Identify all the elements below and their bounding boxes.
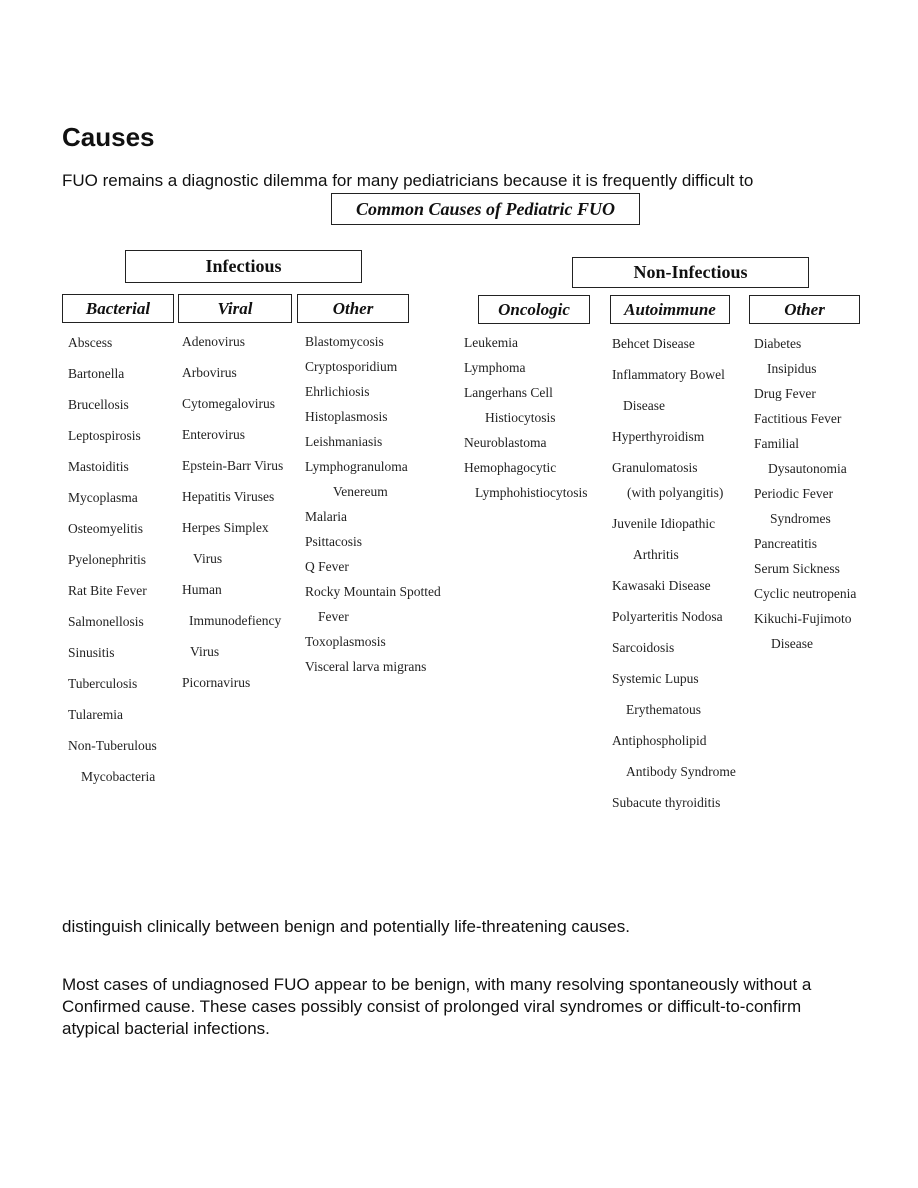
list-item: Dysautonomia	[768, 461, 847, 476]
list-item: Mycoplasma	[68, 490, 138, 505]
list-item: Human	[182, 582, 222, 597]
list-item: Systemic Lupus	[612, 671, 699, 686]
list-item: Periodic Fever	[754, 486, 834, 501]
list-item: Disease	[623, 398, 665, 413]
list-item: Serum Sickness	[754, 561, 840, 576]
list-item: Osteomyelitis	[68, 521, 143, 536]
list-item: Sarcoidosis	[612, 640, 675, 655]
list-item: Lymphohistiocytosis	[475, 485, 588, 500]
list-item: Brucellosis	[68, 397, 129, 412]
list-item: Visceral larva migrans	[305, 659, 427, 674]
list-item: Factitious Fever	[754, 411, 842, 426]
list-item: Diabetes	[754, 336, 802, 351]
list-item: Kawasaki Disease	[612, 578, 711, 593]
list-item: Mycobacteria	[81, 769, 156, 784]
list-item: Pancreatitis	[754, 536, 817, 551]
column-header-oncologic: Oncologic	[478, 295, 590, 324]
list-item: Hemophagocytic	[464, 460, 557, 475]
column-header-autoimmune: Autoimmune	[610, 295, 730, 324]
list-item: Virus	[193, 551, 223, 566]
list-item: Toxoplasmosis	[305, 634, 386, 649]
list-item: Antibody Syndrome	[626, 764, 736, 779]
list-item: Subacute thyroiditis	[612, 795, 721, 810]
list-item: Ehrlichiosis	[305, 384, 370, 399]
list-item: Cytomegalovirus	[182, 396, 275, 411]
list-item: Enterovirus	[182, 427, 245, 442]
list-item: Polyarteritis Nodosa	[612, 609, 723, 624]
list-item: (with polyangitis)	[627, 485, 724, 500]
list-item: Mastoiditis	[68, 459, 129, 474]
list-item: Cyclic neutropenia	[754, 586, 857, 601]
list-item: Herpes Simplex	[182, 520, 269, 535]
list-item: Fever	[318, 609, 349, 624]
list-item: Erythematous	[626, 702, 701, 717]
group-non-infectious-header: Non-Infectious	[572, 257, 809, 288]
list-item: Tuberculosis	[68, 676, 138, 691]
list-item: Salmonellosis	[68, 614, 144, 629]
list-item: Antiphospholipid	[612, 733, 707, 748]
list-item: Immunodefiency	[189, 613, 282, 628]
list-item: Lymphogranuloma	[305, 459, 408, 474]
column-header-viral: Viral	[178, 294, 292, 323]
column-header-other-noninfectious: Other	[749, 295, 860, 324]
list-item: Q Fever	[305, 559, 349, 574]
list-item: Drug Fever	[754, 386, 816, 401]
list-item: Disease	[771, 636, 813, 651]
list-item: Sinusitis	[68, 645, 115, 660]
group-infectious-header: Infectious	[125, 250, 362, 283]
list-item: Adenovirus	[182, 334, 245, 349]
list-item: Behcet Disease	[612, 336, 695, 351]
list-item: Psittacosis	[305, 534, 363, 549]
figure-title: Common Causes of Pediatric FUO	[331, 193, 640, 225]
list-item: Bartonella	[68, 366, 125, 381]
list-item: Kikuchi-Fujimoto	[754, 611, 852, 626]
list-item: Hepatitis Viruses	[182, 489, 275, 504]
list-item: Venereum	[333, 484, 388, 499]
list-item: Syndromes	[770, 511, 831, 526]
list-item: Virus	[190, 644, 220, 659]
list-item: Familial	[754, 436, 799, 451]
list-item: Juvenile Idiopathic	[612, 516, 716, 531]
list-item: Pyelonephritis	[68, 552, 146, 567]
list-item: Leishmaniasis	[305, 434, 383, 449]
list-item: Inflammatory Bowel	[612, 367, 725, 382]
list-item: Lymphoma	[464, 360, 526, 375]
list-item: Rat Bite Fever	[68, 583, 147, 598]
list-item: Abscess	[68, 335, 113, 350]
list-item: Tularemia	[68, 707, 123, 722]
list-item: Cryptosporidium	[305, 359, 398, 374]
column-header-bacterial: Bacterial	[62, 294, 174, 323]
body-paragraph: Most cases of undiagnosed FUO appear to be benign, with many resolving spontaneously without a Confirmed cause. These cases possibly consist of prolonged viral syndromes or difficult-to-confirm atypical bacterial infections.	[62, 975, 812, 1038]
continuation-text: distinguish clinically between benign and potentially life-threatening causes.	[62, 917, 630, 936]
column-header-other-infectious: Other	[297, 294, 409, 323]
list-item: Malaria	[305, 509, 347, 524]
list-item: Leptospirosis	[68, 428, 141, 443]
intro-text: FUO remains a diagnostic dilemma for many pediatricians because it is frequently difficult to	[62, 171, 754, 190]
list-item: Epstein-Barr Virus	[182, 458, 284, 473]
list-item: Blastomycosis	[305, 334, 384, 349]
section-heading: Causes	[62, 122, 155, 152]
list-item: Arthritis	[633, 547, 679, 562]
list-item: Rocky Mountain Spotted	[305, 584, 441, 599]
list-item: Non-Tuberulous	[68, 738, 157, 753]
list-item: Histiocytosis	[485, 410, 556, 425]
list-item: Hyperthyroidism	[612, 429, 705, 444]
list-item: Neuroblastoma	[464, 435, 547, 450]
list-item: Picornavirus	[182, 675, 251, 690]
list-item: Arbovirus	[182, 365, 237, 380]
list-item: Langerhans Cell	[464, 385, 553, 400]
list-item: Leukemia	[464, 335, 518, 350]
list-item: Insipidus	[767, 361, 817, 376]
list-item: Histoplasmosis	[305, 409, 388, 424]
list-item: Granulomatosis	[612, 460, 698, 475]
